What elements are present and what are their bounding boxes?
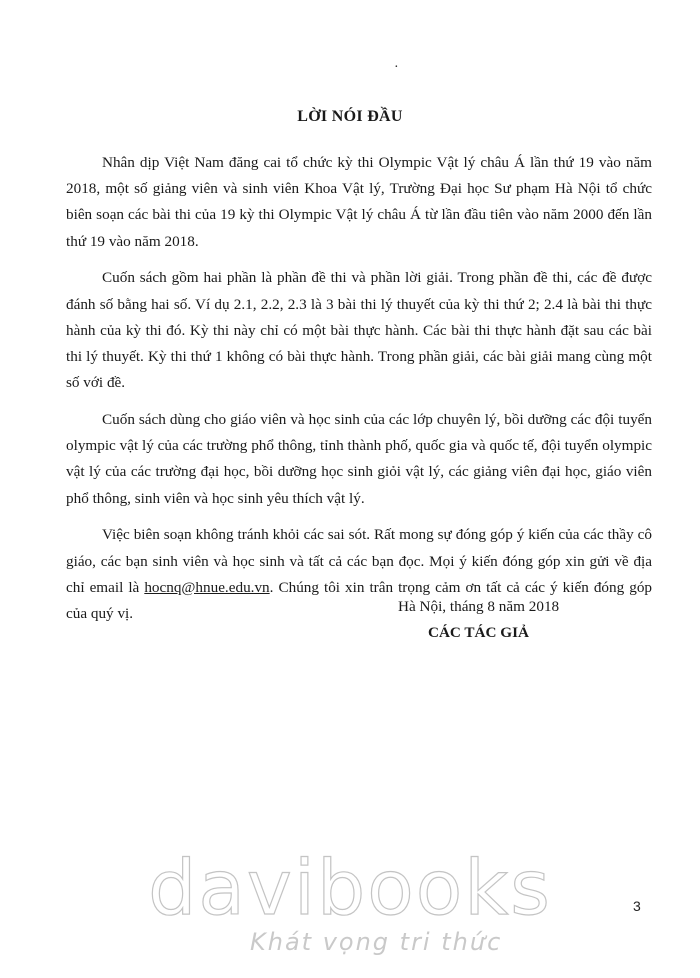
page-title: LỜI NÓI ĐẦU	[297, 108, 403, 125]
watermark-logo: davibooks	[148, 843, 552, 932]
paragraph-1: Nhân dịp Việt Nam đăng cai tổ chức kỳ thi Olympic Vật lý châu Á lần thứ 19 vào năm 2018, một số giảng viên và sinh viên Khoa Vật lý, Trường Đại học Sư phạm Hà Nội tổ chức biên soạn các bài thi của 19 kỳ thi Olympic Vật lý châu Á từ lần đầu tiên vào năm 2000 đến lần thứ 19 vào năm 2018.	[66, 154, 652, 250]
paragraph-2: Cuốn sách gồm hai phần là phần đề thi và phần lời giải. Trong phần đề thi, các đề được đánh số bằng hai số. Ví dụ 2.1, 2.2, 2.3 là 3 bài thi lý thuyết của kỳ thi thứ 2; 2.4 là bài thi thực hành của kỳ thi đó. Kỳ thi này chỉ có một bài thực hành. Các bài thi thực hành đặt sau các bài thi lý thuyết. Kỳ thi thứ 1 không có bài thực hành. Trong phần giải, các bài giải mang cùng một số với đề.	[66, 269, 652, 392]
watermark-slogan: Khát vọng tri thức	[250, 928, 503, 956]
authors-signature: CÁC TÁC GIẢ	[428, 624, 529, 641]
place-date: Hà Nội, tháng 8 năm 2018	[398, 598, 560, 615]
email-link[interactable]: hocnq@hnue.edu.vn	[144, 578, 270, 596]
decorative-dot: ·	[394, 60, 399, 75]
signoff	[398, 594, 559, 646]
paragraph-3: Cuốn sách dùng cho giáo viên và học sinh của các lớp chuyên lý, bồi dưỡng các đội tuyển olympic vật lý của các trường phổ thông, tỉnh thành phố, quốc gia và quốc tế, đội tuyển olympic vật lý của các trường đại học, bồi dưỡng học sinh giỏi vật lý, các giảng viên đại học, giáo viên phổ thông, sinh viên và học sinh yêu thích vật lý.	[66, 411, 652, 507]
paragraph-4-text-before-email: Việc biên soạn không tránh khỏi các sai sót. Rất mong sự đóng góp ý kiến của các thầy cô giáo, các bạn sinh viên và học sinh và tất cả các bạn đọc. Mọi ý kiến đóng góp xin gửi về địa chỉ email là	[66, 526, 652, 596]
preface-body	[66, 150, 652, 638]
page-number: 3	[633, 898, 641, 914]
paragraph-4	[66, 522, 652, 627]
paragraph-4-text-after-email: . Chúng tôi xin trân trọng cảm ơn tất cả các ý kiến đóng góp của quý vị.	[66, 578, 653, 623]
